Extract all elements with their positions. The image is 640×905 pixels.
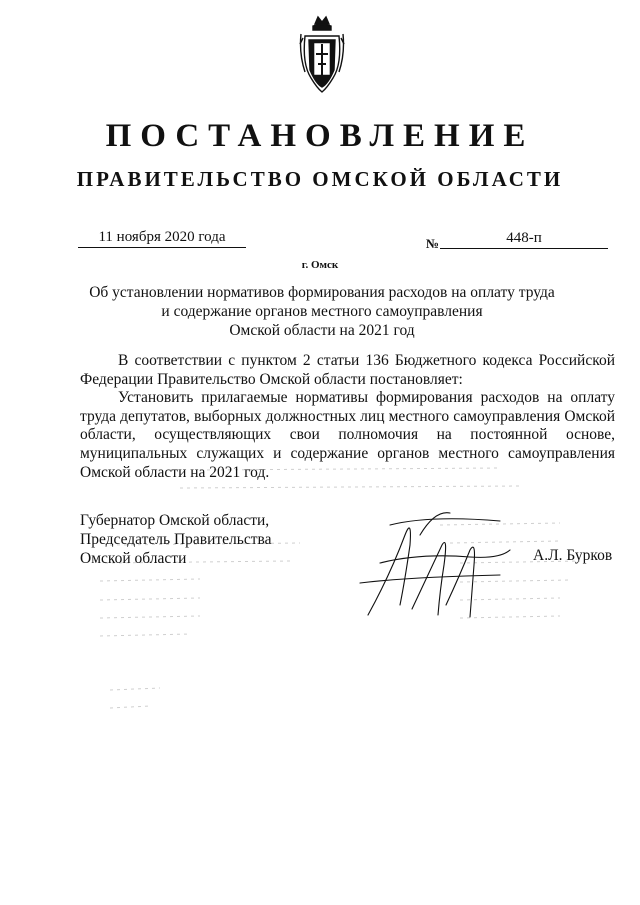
document-date: 11 ноября 2020 года bbox=[78, 229, 246, 248]
document-type-title: ПОСТАНОВЛЕНИЕ bbox=[105, 118, 535, 154]
signatory-position-line: Омской области bbox=[80, 550, 187, 567]
omsk-region-coat-of-arms-icon bbox=[299, 14, 345, 96]
subject-line: Об установлении нормативов формирования расходов на оплату труда bbox=[89, 284, 555, 301]
document-city: г. Омск bbox=[301, 259, 339, 271]
body-paragraph: В соответствии с пунктом 2 статьи 136 Бюджетного кодекса Российской Федерации Правительство Омской области постановляет: bbox=[80, 352, 615, 388]
handwritten-signature bbox=[350, 505, 520, 625]
signatory-position bbox=[80, 511, 272, 568]
signatory-position-line: Председатель Правительства bbox=[80, 531, 272, 548]
document-body bbox=[80, 352, 615, 482]
signer-name: А.Л. Бурков bbox=[533, 547, 613, 564]
number-sign: № bbox=[426, 236, 440, 251]
signatory-position-line: Губернатор Омской области, bbox=[80, 512, 270, 529]
issuing-authority: ПРАВИТЕЛЬСТВО ОМСКОЙ ОБЛАСТИ bbox=[76, 167, 564, 191]
subject-line: Омской области на 2021 год bbox=[229, 322, 415, 339]
body-paragraph: Установить прилагаемые нормативы формирования расходов на оплату труда депутатов, выборных должностных лиц местного самоуправления Омской области, осуществляющих свои полномочия на постоянной основе, муниципальных служащих и содержание органов местного самоуправления Омской области на 2021 год. bbox=[80, 389, 615, 481]
subject-line: и содержание органов местного самоуправления bbox=[161, 303, 483, 320]
document-number: 448-п bbox=[440, 230, 608, 249]
document-subject bbox=[80, 283, 564, 340]
